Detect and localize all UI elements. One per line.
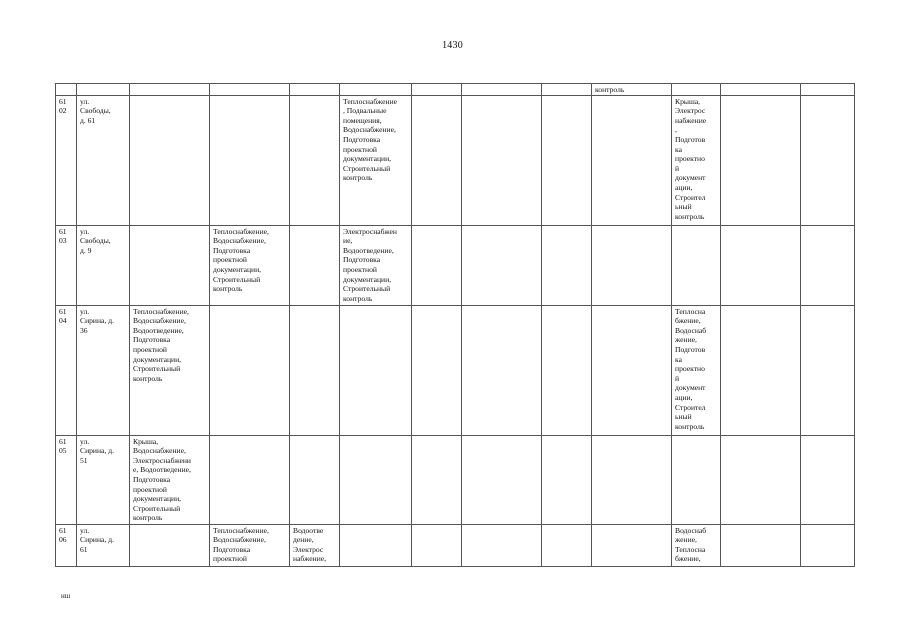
table-cell bbox=[290, 95, 340, 225]
cell-text: 61 06 bbox=[59, 525, 67, 545]
cell-text: 61 04 bbox=[59, 306, 67, 326]
table-cell bbox=[130, 84, 210, 96]
table-cell bbox=[210, 95, 290, 225]
table-cell bbox=[592, 524, 672, 566]
table-cell bbox=[130, 305, 210, 435]
table-cell bbox=[672, 95, 721, 225]
footer-mark: нш bbox=[61, 592, 71, 600]
table-cell bbox=[412, 524, 462, 566]
table-cell bbox=[290, 435, 340, 524]
table-cell: контроль bbox=[592, 84, 672, 96]
table-cell bbox=[721, 225, 801, 305]
table-cell bbox=[56, 95, 77, 225]
table-cell bbox=[542, 225, 592, 305]
table-cell bbox=[77, 84, 130, 96]
table-cell bbox=[672, 84, 721, 96]
table-cell bbox=[290, 84, 340, 96]
table-cell bbox=[721, 305, 801, 435]
table-cell bbox=[210, 225, 290, 305]
cell-text: ул. Сирина, д. 51 bbox=[80, 436, 114, 465]
cell-text: ул. Сирина, д. 61 bbox=[80, 525, 114, 554]
cell-text: Теплоснабжение , Подвальные помещения, Водоснабжение, Подготовка проектной документации, Строительный контроль bbox=[343, 96, 398, 183]
table-cell bbox=[210, 524, 290, 566]
table-cell bbox=[412, 95, 462, 225]
table-cell bbox=[340, 305, 412, 435]
cell-text: ул. Свободы, д. 9 bbox=[80, 226, 111, 255]
table-row bbox=[56, 225, 855, 305]
table-cell bbox=[412, 435, 462, 524]
table-cell bbox=[412, 305, 462, 435]
table-cell bbox=[672, 435, 721, 524]
table-cell bbox=[801, 305, 855, 435]
table-cell bbox=[130, 524, 210, 566]
table-cell bbox=[462, 305, 542, 435]
cell-text: 61 05 bbox=[59, 436, 67, 456]
table-cell bbox=[130, 95, 210, 225]
table-cell bbox=[56, 435, 77, 524]
table-cell bbox=[462, 84, 542, 96]
table-cell bbox=[340, 435, 412, 524]
table-cell bbox=[801, 435, 855, 524]
table-cell bbox=[210, 305, 290, 435]
table-cell bbox=[412, 84, 462, 96]
table-cell bbox=[56, 524, 77, 566]
cell-text: Водоотве дение, Электрос набжение, bbox=[293, 525, 327, 564]
table-cell bbox=[721, 435, 801, 524]
cell-text: ул. Свободы, д. 61 bbox=[80, 96, 111, 125]
table-cell bbox=[290, 524, 340, 566]
table-body bbox=[56, 84, 855, 567]
table-cell bbox=[77, 305, 130, 435]
table-cell bbox=[801, 524, 855, 566]
cell-text: Теплоснабжение, Водоснабжение, Водоотведение, Подготовка проектной документации, Строительный контроль bbox=[133, 306, 189, 383]
table-cell bbox=[56, 84, 77, 96]
table-cell bbox=[340, 95, 412, 225]
cell-text: Теплосна бжение, Водоснаб жение, Подготов ка проектно й документ ации, Строител ьный контроль bbox=[675, 306, 707, 431]
table-cell bbox=[290, 305, 340, 435]
table-cell bbox=[77, 524, 130, 566]
table-cell bbox=[592, 435, 672, 524]
cell-text: Водоснаб жение, Теплосна бжение, bbox=[675, 525, 707, 564]
table-cell bbox=[592, 95, 672, 225]
table-cell bbox=[462, 225, 542, 305]
cell-text: Крыша, Электрос набжение , Подготов ка проектно й документ ации, Строител ьный контроль bbox=[675, 96, 707, 221]
table-cell bbox=[672, 524, 721, 566]
table-cell bbox=[340, 524, 412, 566]
table-cell bbox=[801, 225, 855, 305]
cell-text: 61 03 bbox=[59, 226, 67, 246]
table-cell bbox=[130, 225, 210, 305]
table-cell bbox=[672, 225, 721, 305]
table-cell bbox=[542, 84, 592, 96]
table-cell bbox=[412, 225, 462, 305]
table-cell bbox=[290, 225, 340, 305]
cell-text: Электроснабжен ие, Водоотведение, Подготовка проектной документации, Строительный контроль bbox=[343, 226, 397, 303]
table-header-row bbox=[56, 84, 855, 96]
table-cell bbox=[210, 84, 290, 96]
cell-text: ул. Сирина, д. 36 bbox=[80, 306, 114, 335]
table-cell bbox=[462, 435, 542, 524]
table-cell bbox=[462, 524, 542, 566]
table-cell bbox=[801, 95, 855, 225]
table-cell bbox=[542, 305, 592, 435]
cell-text: 61 02 bbox=[59, 96, 67, 116]
table-cell bbox=[462, 95, 542, 225]
table-cell bbox=[592, 225, 672, 305]
cell-text: Теплоснабжение, Водоснабжение, Подготовка проектной документации, Строительный контроль bbox=[213, 226, 269, 294]
table-cell bbox=[56, 225, 77, 305]
table-row bbox=[56, 305, 855, 435]
table-cell bbox=[672, 305, 721, 435]
table-cell bbox=[801, 84, 855, 96]
table-cell bbox=[210, 435, 290, 524]
cell-text: Крыша, Водоснабжение, Электроснабжени е, Водоотведение, Подготовка проектной документации, Строительный контроль bbox=[133, 436, 191, 523]
table-row bbox=[56, 435, 855, 524]
table-row bbox=[56, 95, 855, 225]
table-cell bbox=[721, 95, 801, 225]
table-cell bbox=[77, 95, 130, 225]
table-cell bbox=[340, 84, 412, 96]
table-cell bbox=[130, 435, 210, 524]
table-cell bbox=[592, 305, 672, 435]
table-cell bbox=[542, 95, 592, 225]
table-row bbox=[56, 524, 855, 566]
table-cell bbox=[77, 225, 130, 305]
table-cell bbox=[77, 435, 130, 524]
table-cell bbox=[340, 225, 412, 305]
table-cell bbox=[721, 524, 801, 566]
table-cell bbox=[721, 84, 801, 96]
page-number: 1430 bbox=[442, 40, 463, 51]
cell-text: Теплоснабжение, Водоснабжение, Подготовка проектной bbox=[213, 525, 269, 564]
table-cell bbox=[542, 435, 592, 524]
table-cell bbox=[542, 524, 592, 566]
works-table bbox=[55, 83, 855, 567]
table-cell bbox=[56, 305, 77, 435]
